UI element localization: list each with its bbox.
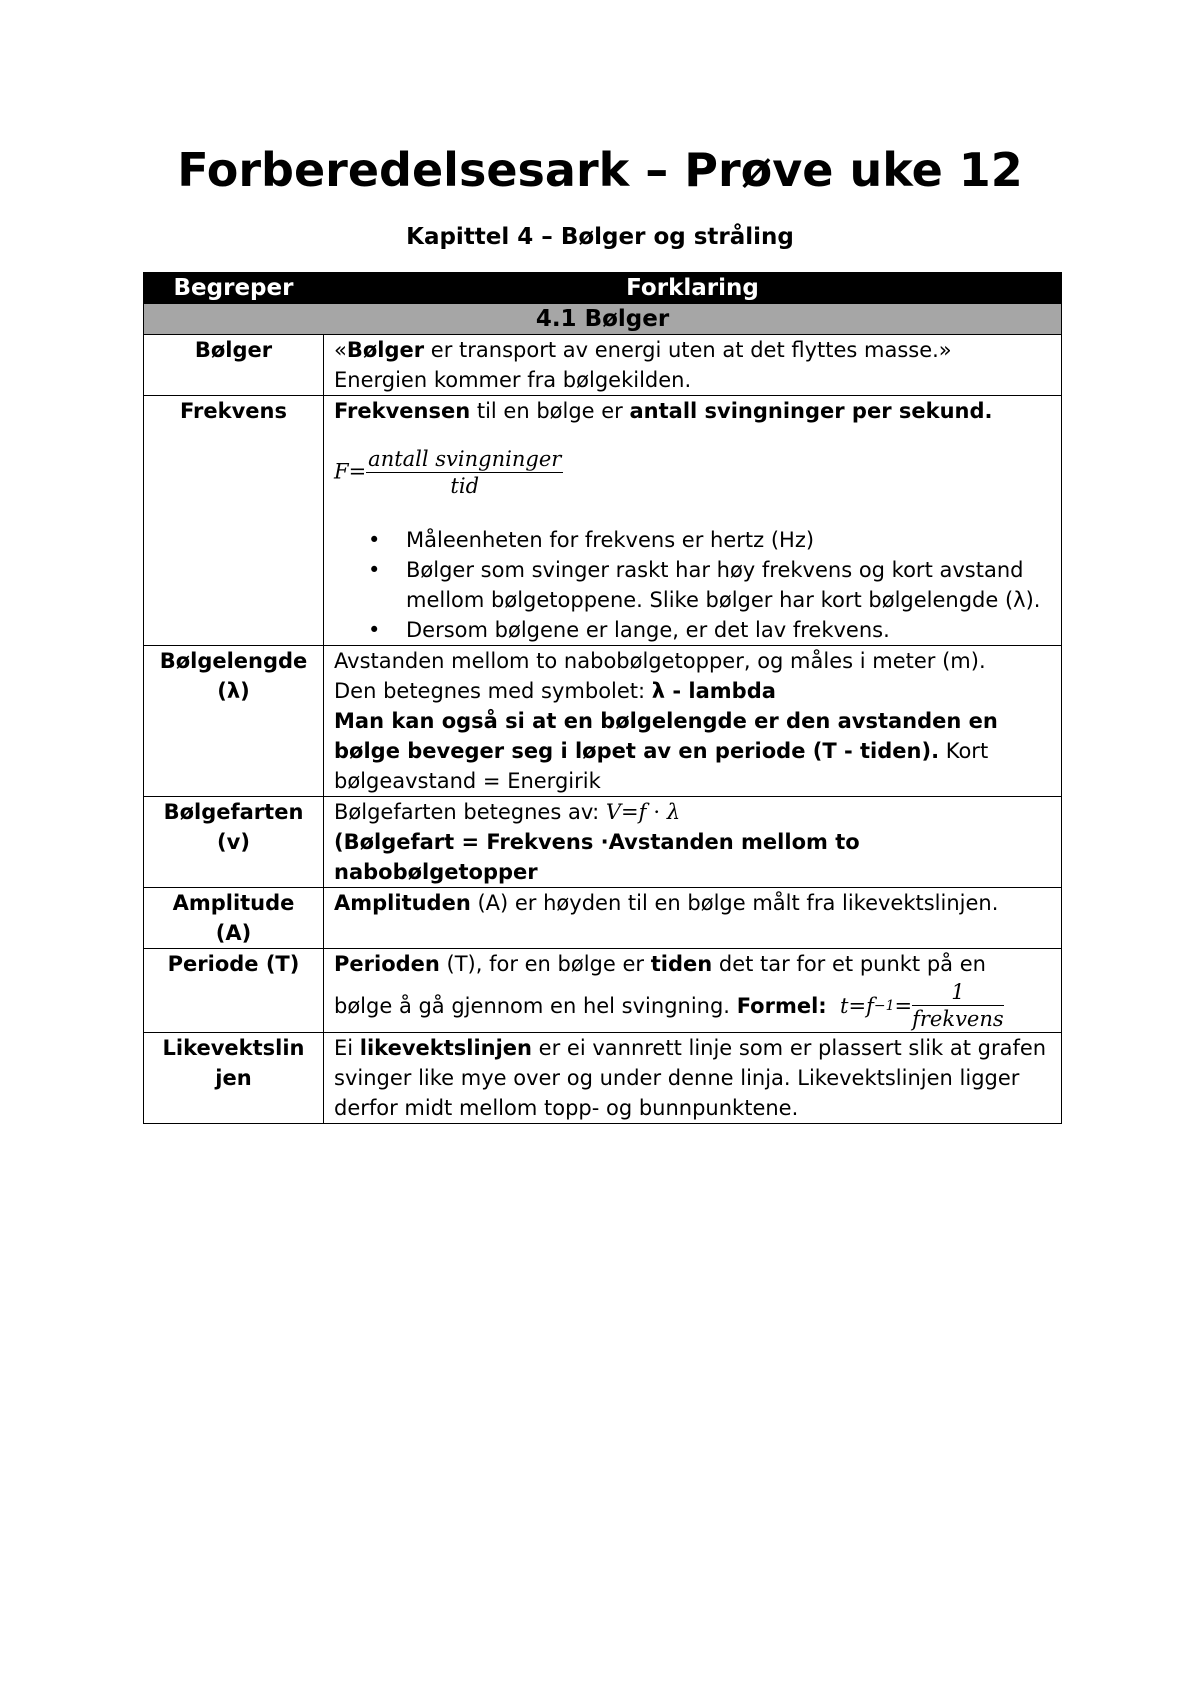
formel-label: Formel: [736,993,827,1018]
formula-numerator: antall svingninger [368,447,562,471]
frekvens-bold2: antall svingninger per sekund. [629,399,993,423]
table-row-bolgelengde [144,646,1062,797]
term-bolgefarten-line2: (v) [217,830,250,854]
term-bolgefarten-line1: Bølgefarten [163,800,304,824]
term-likevektslinjen [144,1033,324,1124]
table-header-row [144,273,1062,304]
quote-open: « [334,338,347,362]
formula-denominator: tid [450,474,480,498]
periode-text2: det tar for et punkt på en [712,952,986,976]
table-row-likevektslinjen [144,1033,1062,1124]
periode-formula-lhs: t=f [840,993,874,1018]
periode-numerator: 1 [912,979,1004,1006]
term-bolgelengde-line1: Bølgelengde [159,649,308,673]
frekvens-text1: til en bølge er [470,399,630,423]
likevekt-text2: er ei vannrett linje som er plassert slik at grafen svinger like mye over og under denne linja. Likevektslinjen ligger derfor midt mellom topp- og bunnpunktene. [334,1036,1047,1120]
periode-text3: bølge å gå gjennom en hel svingning. [334,993,730,1018]
bolgefarten-formula: V=f ⋅ λ [605,800,681,824]
explanation-bolgefarten [324,797,1062,888]
bolgelengde-bold-para: Man kan også si at en bølgelengde er den avstanden en bølge beveger seg i løpet av en periode (T - tiden). [334,709,998,763]
formula-lhs: F= [334,459,367,484]
concepts-table [143,272,1062,1124]
chapter-subtitle: Kapittel 4 – Bølger og stråling [406,224,794,250]
periode-fraction [912,979,1004,1032]
explanation-likevektslinjen [324,1033,1062,1124]
term-frekvens: Frekvens [144,396,324,646]
likevekt-text1: Ei [334,1036,360,1060]
term-bolgelengde-line2: (λ) [217,679,250,703]
bolgelengde-line1: Avstanden mellom to nabobølgetopper, og måles i meter (m). [334,649,986,673]
table-row-periode [144,949,1062,1033]
formula-fraction [366,446,563,499]
term-likevektslinjen-line2: jen [215,1066,252,1090]
section-title: 4.1 Bølger [144,304,1062,335]
list-item: • Bølger som svinger raskt har høy frekvens og kort avstand mellom bølgetoppene. Slike bølger har kort bølgelengde (λ). [406,555,1051,615]
periode-text1: (T), for en bølge er [439,952,651,976]
section-row [144,304,1062,335]
bolgelengde-lambda: λ - lambda [651,679,776,703]
bolger-text: er transport av energi uten at det flyttes masse.» [424,338,952,362]
frekvens-bullet-list [334,525,1051,645]
frekvens-bold1: Frekvensen [334,399,471,423]
explanation-bolgelengde [324,646,1062,797]
table-row-amplitude [144,888,1062,949]
term-amplitude [144,888,324,949]
page-title: Forberedelsesark – Prøve uke 12 [177,143,1023,197]
bolgefarten-text: Bølgefarten betegnes av: [334,800,606,824]
explanation-bolger [324,335,1062,396]
term-amplitude-line2: (A) [215,921,252,945]
term-likevektslinjen-line1: Likevektslin [162,1036,305,1060]
explanation-periode [324,949,1062,1033]
term-bolger: Bølger [144,335,324,396]
term-bolgefarten [144,797,324,888]
amplitude-text: (A) er høyden til en bølge målt fra likevektslinjen. [470,891,999,915]
periode-denominator: frekvens [912,1007,1004,1031]
periode-formula-exponent: −1 [873,997,895,1014]
likevekt-bold: likevektslinjen [359,1036,532,1060]
periode-bold1: Perioden [334,952,440,976]
table-row-bolgefarten [144,797,1062,888]
bolger-bold: Bølger [346,338,425,362]
explanation-frekvens [324,396,1062,646]
periode-formula-line [334,979,1004,1032]
explanation-amplitude [324,888,1062,949]
amplitude-bold: Amplituden [334,891,471,915]
frequency-formula [334,446,1051,499]
term-amplitude-line1: Amplitude [172,891,295,915]
bolgelengde-tail: Kort bølgeavstand = Energirik [334,739,989,793]
table-row-frekvens [144,396,1062,646]
term-periode: Periode (T) [144,949,324,1033]
periode-bold2: tiden [650,952,713,976]
bolgefarten-bold: (Bølgefart = Frekvens ·Avstanden mellom to nabobølgetopper [334,830,860,884]
list-item: • Dersom bølgene er lange, er det lav frekvens. [406,615,1051,645]
periode-formula-eq: = [894,993,913,1018]
table-row-bolger [144,335,1062,396]
bolger-line2: Energien kommer fra bølgekilden. [334,368,692,392]
term-bolgelengde [144,646,324,797]
bolgelengde-line2-text: Den betegnes med symbolet: [334,679,652,703]
header-forklaring: Forklaring [324,273,1062,304]
list-item: • Måleenheten for frekvens er hertz (Hz) [406,525,1051,555]
header-begreper: Begreper [144,273,324,304]
